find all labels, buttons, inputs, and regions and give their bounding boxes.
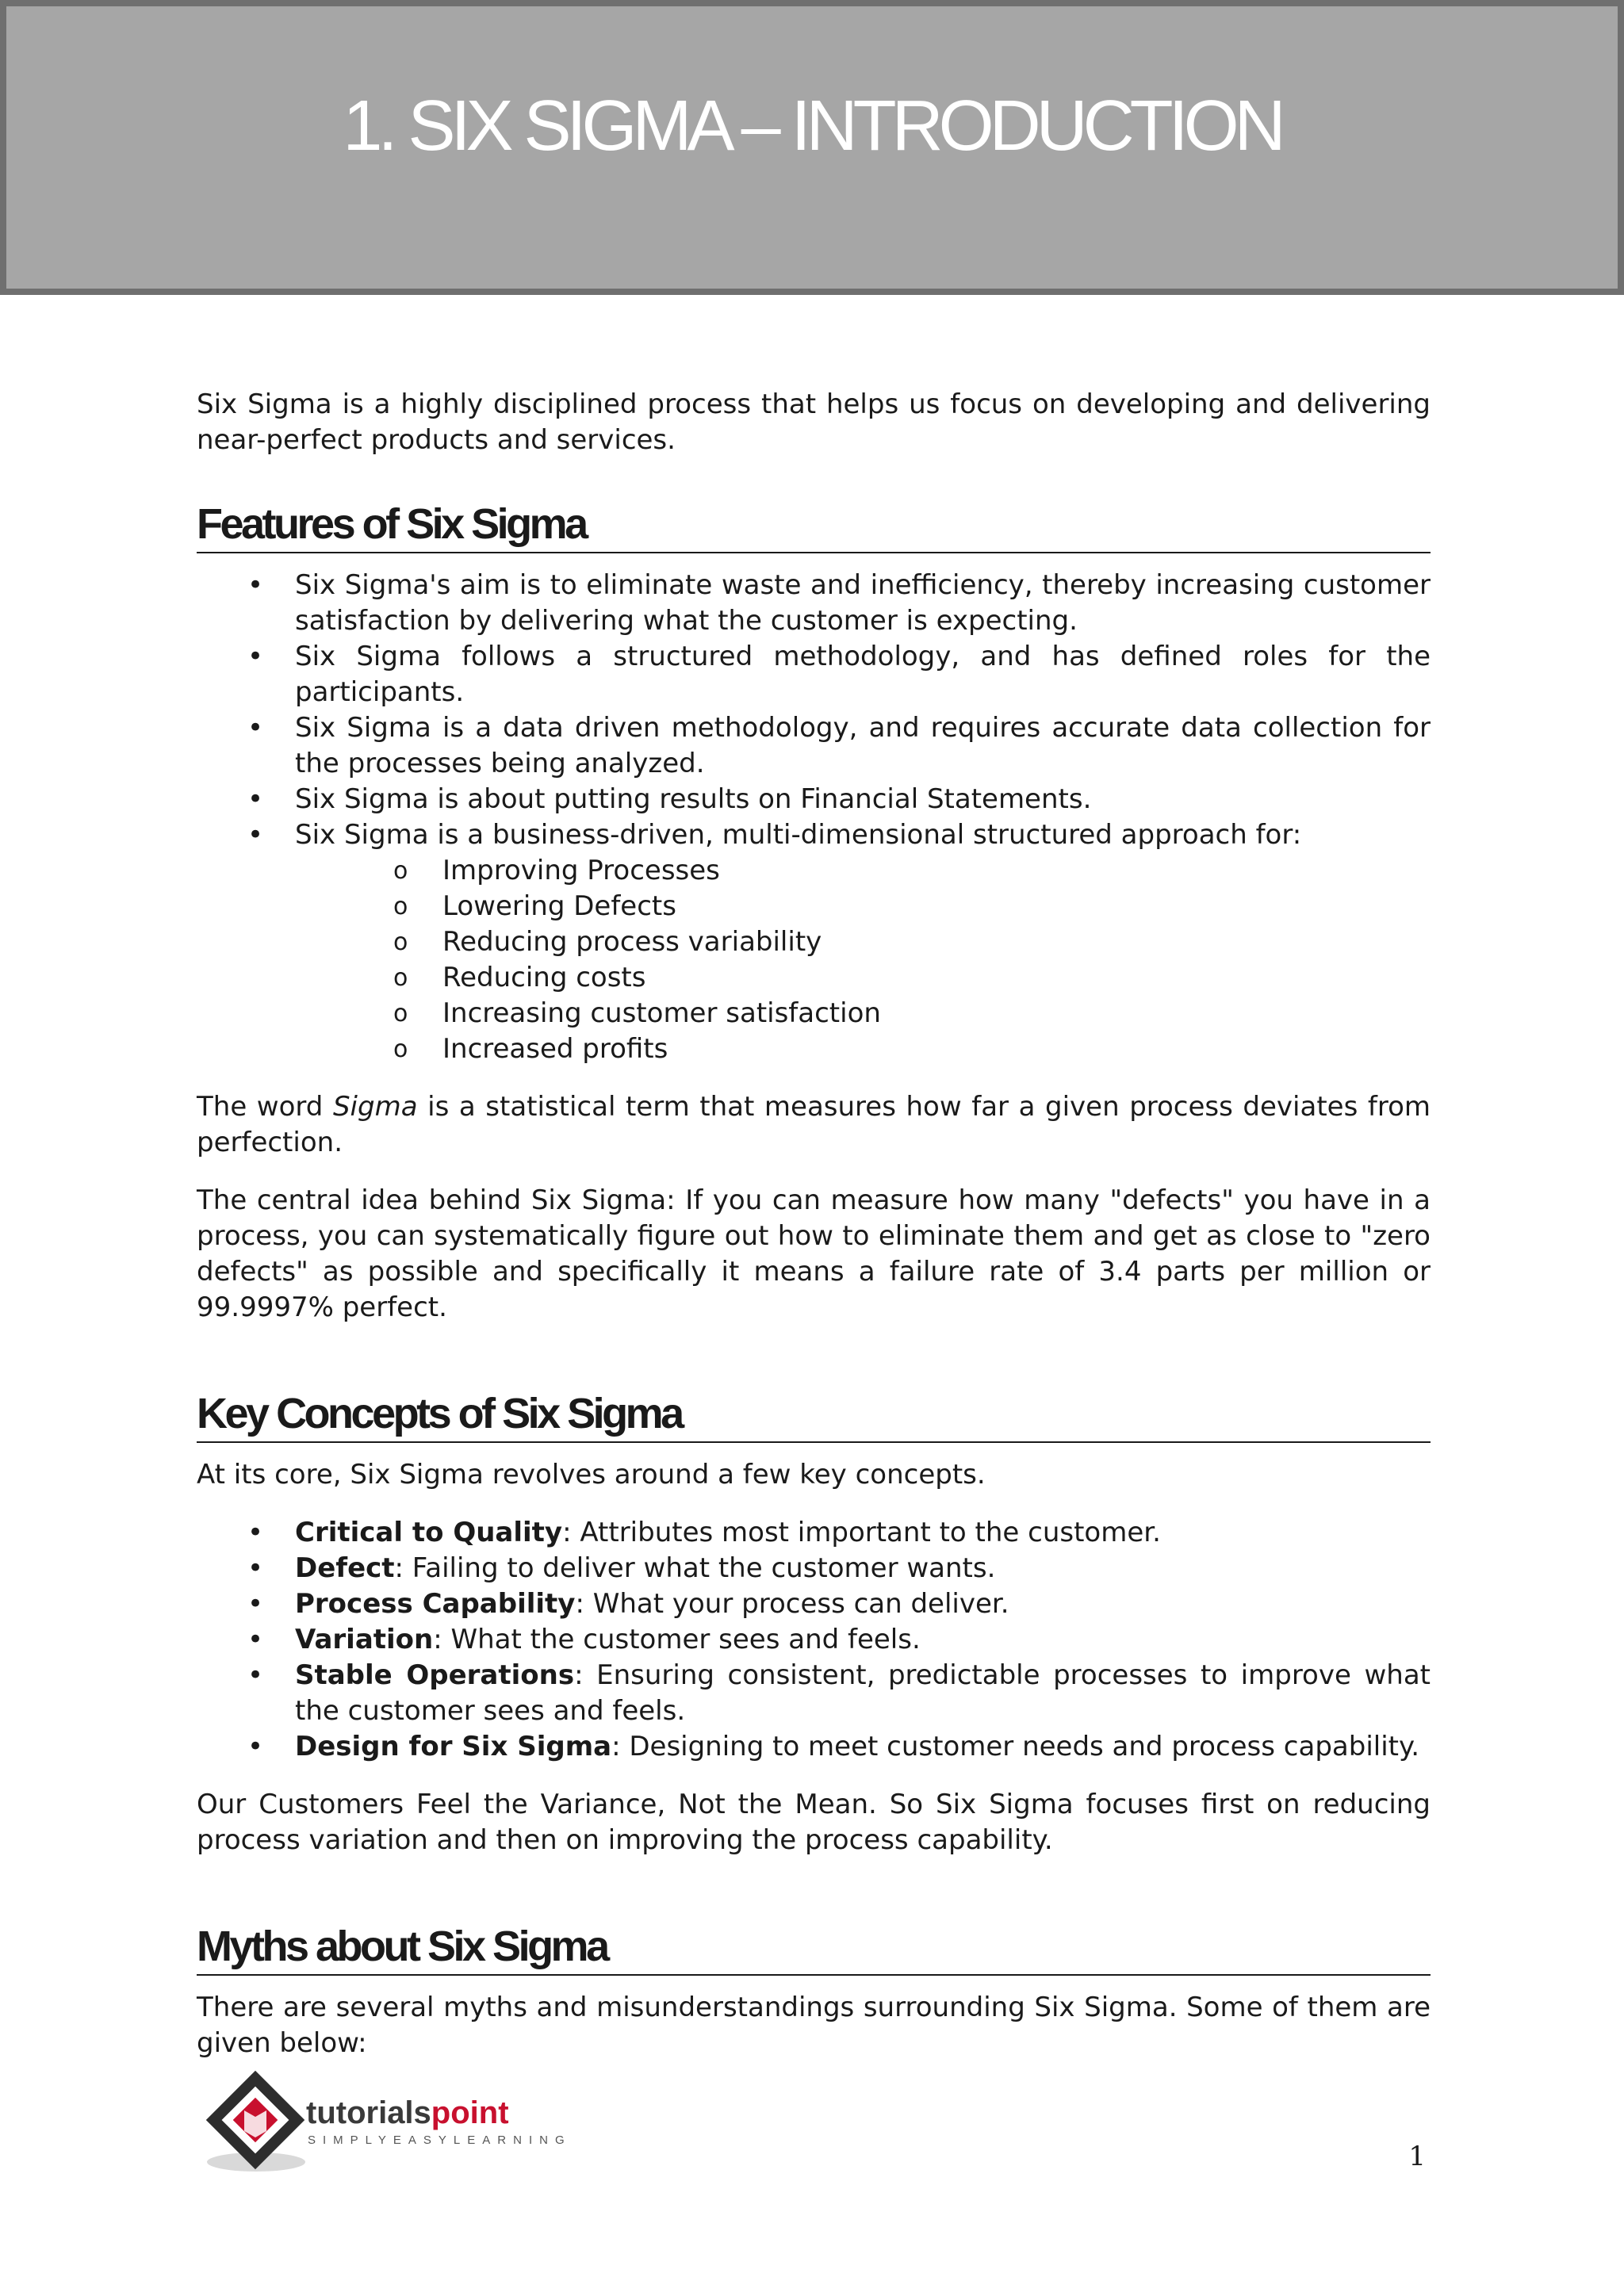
sublist-item: o Lowering Defects xyxy=(295,889,1431,924)
page-number: 1 xyxy=(1408,2141,1426,2172)
central-idea-paragraph: The central idea behind Six Sigma: If you can measure how many "defects" you have in a process, you can systematically figure out how to eliminate them and get as close to "zero defects" as possible and specifically it means a failure rate of 3.4 parts per million or 99.9997% perfect. xyxy=(197,1184,1431,1323)
concept-desc: : Attributes most important to the customer. xyxy=(562,1517,1161,1548)
chapter-title: 1. SIX SIGMA – INTRODUCTION xyxy=(343,86,1281,166)
concept-term: Stable Operations xyxy=(295,1659,575,1691)
sublist-item: o Reducing process variability xyxy=(295,924,1431,960)
text-run: is a statistical term that measures how far a given process deviates from perfection. xyxy=(197,1091,1431,1158)
sublist-item: o Reducing costs xyxy=(295,960,1431,996)
concept-desc: : What your process can deliver. xyxy=(575,1588,1009,1620)
sublist-item: o Improving Processes xyxy=(295,853,1431,889)
concept-term: Design for Six Sigma xyxy=(295,1731,612,1762)
concept-item xyxy=(197,1658,1431,1729)
myths-heading: Myths about Six Sigma xyxy=(197,1922,1431,1976)
approach-sublist xyxy=(295,853,1431,1067)
key-concepts-list xyxy=(197,1515,1431,1765)
concept-item xyxy=(197,1729,1431,1765)
concept-term: Defect xyxy=(295,1552,395,1584)
emphasis-term: Sigma xyxy=(332,1091,418,1123)
chapter-banner xyxy=(0,0,1624,295)
concept-term: Variation xyxy=(295,1624,434,1655)
sublist-item: o Increased profits xyxy=(295,1031,1431,1067)
concept-desc: : Failing to deliver what the customer wants. xyxy=(394,1552,996,1584)
list-item: • Six Sigma is about putting results on Financial Statements. xyxy=(197,782,1431,817)
concept-desc: : Ensuring consistent, predictable processes to improve what the customer sees and feels. xyxy=(295,1659,1431,1727)
list-item: • Six Sigma follows a structured methodology, and has defined roles for the participants. xyxy=(197,639,1431,710)
concept-item xyxy=(197,1586,1431,1622)
concept-desc: : What the customer sees and feels. xyxy=(433,1624,921,1655)
sublist-item: o Increasing customer satisfaction xyxy=(295,996,1431,1031)
tutorialspoint-logo xyxy=(197,2055,593,2174)
list-item-text: Six Sigma is a business-driven, multi-dimensional structured approach for: xyxy=(295,819,1302,851)
logo-tagline: SIMPLYEASYLEARNING xyxy=(308,2133,572,2147)
intro-paragraph: Six Sigma is a highly disciplined process that helps us focus on developing and delivering near-perfect products and services. xyxy=(197,388,1431,456)
logo-wordmark: tutorialspoint xyxy=(306,2095,509,2130)
key-concepts-heading: Key Concepts of Six Sigma xyxy=(197,1389,1431,1443)
myths-intro: There are several myths and misunderstandings surrounding Six Sigma. Some of them are given below: xyxy=(197,1992,1431,2059)
features-list xyxy=(197,568,1431,1067)
variance-paragraph: Our Customers Feel the Variance, Not the Mean. So Six Sigma focuses first on reducing process variation and then on improving the process capability. xyxy=(197,1789,1431,1856)
key-concepts-intro: At its core, Six Sigma revolves around a few key concepts. xyxy=(197,1459,986,1490)
concept-desc: : Designing to meet customer needs and process capability. xyxy=(611,1731,1420,1762)
concept-term: Process Capability xyxy=(295,1588,576,1620)
list-item: • Six Sigma is a data driven methodology, and requires accurate data collection for the processes being analyzed. xyxy=(197,710,1431,782)
concept-term: Critical to Quality xyxy=(295,1517,563,1548)
sigma-definition-paragraph xyxy=(197,1089,1431,1161)
concept-item xyxy=(197,1515,1431,1551)
text-run: The word xyxy=(197,1091,333,1123)
list-item xyxy=(197,817,1431,1067)
page-content xyxy=(197,387,1431,2084)
concept-item xyxy=(197,1551,1431,1586)
features-heading: Features of Six Sigma xyxy=(197,499,1431,553)
concept-item xyxy=(197,1622,1431,1658)
list-item: • Six Sigma's aim is to eliminate waste and inefficiency, thereby increasing customer satisfaction by delivering what the customer is expecting. xyxy=(197,568,1431,639)
